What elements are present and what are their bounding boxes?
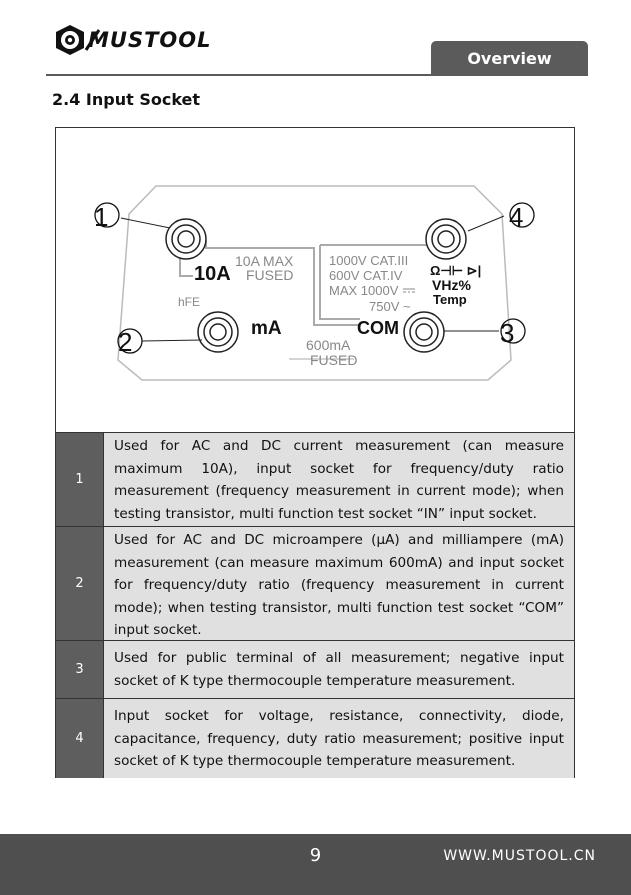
- socket-ma: [198, 312, 238, 352]
- table-row: [56, 698, 574, 778]
- section-title: 2.4 Input Socket: [52, 90, 201, 109]
- row-description: Input socket for voltage, resistance, connectivity, diode, capacitance, frequency, duty ratio measurement; positive input socket of K type thermocouple temperature measurement.: [104, 699, 574, 778]
- label-fused-1: FUSED: [246, 267, 294, 283]
- callout-2: 2: [118, 327, 133, 357]
- socket-com: [404, 312, 444, 352]
- row-description: Used for public terminal of all measurement; negative input socket of K type thermocouple temperature measurement.: [104, 641, 574, 698]
- label-hfe: hFE: [178, 295, 201, 309]
- label-10a-max: 10A MAX: [235, 253, 294, 269]
- callout-3: 3: [500, 318, 515, 348]
- rating-1: 1000V CAT.III: [329, 253, 409, 268]
- socket-10a: [166, 219, 206, 259]
- rating-4: 750V ~: [369, 299, 411, 314]
- socket-diagram: [56, 128, 574, 432]
- label-10a: 10A: [194, 263, 231, 285]
- nut-icon: [56, 25, 84, 55]
- label-ma: mA: [251, 318, 282, 339]
- row-number: 1: [56, 433, 104, 526]
- dc-symbol: [403, 289, 415, 292]
- rating-2: 600V CAT.IV: [329, 268, 403, 283]
- callout-1: 1: [94, 202, 109, 232]
- table-row: [56, 432, 574, 526]
- section-tab: Overview: [431, 41, 588, 75]
- label-com: COM: [357, 318, 399, 338]
- symbols-ohm-cap-diode: Ω⊣⊢ ⊳|: [430, 263, 482, 278]
- page-number: 9: [309, 845, 322, 866]
- header-rule: [46, 74, 588, 76]
- row-description: Used for AC and DC microampere (µA) and milliampere (mA) measurement (can measure maximum 600mA) and input socket for frequency/duty ratio (frequency measurement in current mode); when testing transistor, multi function test socket “COM” input socket.: [104, 527, 574, 640]
- table-row: [56, 526, 574, 640]
- row-number: 4: [56, 699, 104, 778]
- row-description: Used for AC and DC current measurement (can measure maximum 10A), input socket for frequency/duty ratio measurement (frequency measurement in current mode); when testing transistor, multi function test socket “IN” input socket.: [104, 433, 574, 526]
- label-temp: Temp: [433, 292, 467, 307]
- row-number: 3: [56, 641, 104, 698]
- callout-4: 4: [509, 202, 524, 232]
- table-row: [56, 640, 574, 698]
- label-fused-2: FUSED: [310, 352, 358, 368]
- label-vhz: VHz%: [432, 277, 471, 293]
- website-link: WWW.MUSTOOL.CN: [443, 848, 596, 864]
- socket-description-table: [56, 432, 574, 778]
- label-600ma: 600mA: [306, 337, 351, 353]
- socket-v: [426, 219, 466, 259]
- rating-3: MAX 1000V: [329, 283, 399, 298]
- brand-name: MUSTOOL: [88, 28, 212, 52]
- row-number: 2: [56, 527, 104, 640]
